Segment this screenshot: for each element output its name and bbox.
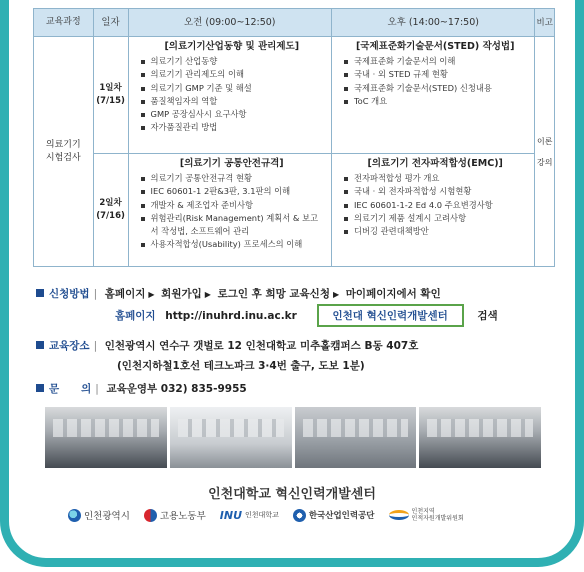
search-term-box: 인천대 혁신인력개발센터 (317, 304, 464, 327)
list-item: IEC 60601-1-2 Ed 4.0 주요변경사항 (342, 199, 528, 212)
venue-row: 교육장소 | 인천광역시 연수구 갯벌로 12 인천대학교 미추홀캠퍼스 B동 407호 (36, 338, 556, 353)
list-item: 의료기기 산업동향 (139, 55, 325, 68)
venue-address: 인천광역시 연수구 갯벌로 12 인천대학교 미추홀캠퍼스 B동 407호 (104, 340, 419, 352)
kicox-logo: 한국산업인력공단 (293, 509, 375, 522)
center-name: 인천대학교 혁신인력개발센터 (208, 487, 376, 502)
course-name-cell (34, 37, 94, 267)
list-item: 국제표준화 기술문서의 이해 (342, 55, 528, 68)
lab-photo (295, 407, 417, 468)
session-list (342, 55, 528, 108)
list-item: 의료기기 제품 설계시 고려사항 (342, 212, 528, 225)
lab-photo (45, 407, 167, 468)
schedule-table (33, 8, 555, 267)
step-signup: 회원가입 (161, 288, 202, 300)
search-label: 검색 (477, 310, 498, 322)
inu-logo: INU 인천대학교 (219, 508, 279, 522)
contact-text: 교육운영부 032) 835-9955 (106, 383, 247, 395)
list-item: 의료기기 GMP 기준 및 해설 (139, 82, 325, 95)
header-note: 비고 (535, 9, 555, 37)
venue-directions: (인천지하철1호선 테크노파크 3·4번 출구, 도보 1분) (117, 360, 365, 372)
square-bullet-icon (36, 384, 44, 392)
day-date: (7/15) (96, 96, 125, 106)
course-name-line2: 시험검사 (45, 152, 81, 163)
lab-photo (170, 407, 292, 468)
list-item: 개발자 & 제조업자 준비사항 (139, 199, 325, 212)
list-item: 위험관리(Risk Management) 계획서 & 보고서 작성법, 소프트웨어 관리 (139, 212, 325, 239)
day-date: (7/16) (96, 211, 125, 221)
list-item: IEC 60601-1 2판&3판, 3.1판의 이해 (139, 185, 325, 198)
apply-method-row: 신청방법 | 홈페이지 ▶ 회원가입 ▶ 로그인 후 희망 교육신청 ▶ 마이페이지에서 확인 (36, 286, 556, 301)
header-course: 교육과정 (34, 9, 94, 37)
day-label: 2일차 (99, 198, 122, 208)
list-item: 전자파적합성 평가 개요 (342, 172, 528, 185)
course-name-line1: 의료기기 (45, 139, 81, 150)
step-homepage: 홈페이지 (104, 288, 146, 300)
incheon-city-logo: 인천광역시 (68, 508, 130, 522)
list-item: GMP 공장심사시 요구사항 (139, 108, 325, 121)
session-title: [의료기기 공통안전규격] (179, 158, 284, 169)
lab-photo (419, 407, 541, 468)
list-item: 국내 · 외 STED 규제 현황 (342, 68, 528, 81)
list-item: 사용자적합성(Usability) 프로세스의 이해 (139, 238, 325, 251)
day-cell (93, 154, 128, 267)
table-row (34, 37, 555, 154)
session-list (139, 172, 325, 252)
partner-logos (68, 508, 528, 522)
square-bullet-icon (36, 341, 44, 349)
swoosh-icon (389, 510, 409, 520)
labor-ministry-logo: 고용노동부 (144, 508, 206, 522)
table-row (34, 154, 555, 267)
list-item: ToC 개요 (342, 95, 528, 108)
note-line2: 강의 (536, 157, 553, 167)
list-item: 자가품질관리 방법 (139, 121, 325, 134)
day-label: 1일차 (99, 83, 122, 93)
contact-row: 문 의 | 교육운영부 032) 835-9955 (36, 381, 556, 396)
venue-label: 교육장소 (49, 340, 90, 352)
session-list (139, 55, 325, 135)
header-day: 일자 (93, 9, 128, 37)
morning-session-cell (128, 154, 331, 267)
list-item: 국제표준화 기술문서(STED) 신청내용 (342, 82, 528, 95)
session-title: [국제표준화기술문서(STED) 작성법] (355, 41, 515, 52)
day-cell (93, 37, 128, 154)
homepage-row (115, 304, 498, 327)
council-logo: 인천지역 인적자원개발위원회 (389, 508, 464, 522)
list-item: 디버깅 관련대책방안 (342, 225, 528, 238)
list-item: 의료기기 공통안전규격 현황 (139, 172, 325, 185)
apply-method-label: 신청방법 (49, 288, 90, 300)
homepage-url-link[interactable]: http://inuhrd.inu.ac.kr (165, 310, 297, 322)
list-item: 국내 · 외 전자파적합성 시험현황 (342, 185, 528, 198)
list-item: 의료기기 관리제도의 이해 (139, 68, 325, 81)
square-bullet-icon (36, 289, 44, 297)
afternoon-session-cell (331, 37, 534, 154)
header-afternoon: 오후 (14:00~17:50) (331, 9, 534, 37)
session-title: [의료기기 전자파적합성(EMC)] (367, 158, 503, 169)
header-morning: 오전 (09:00~12:50) (128, 9, 331, 37)
step-mypage: 마이페이지에서 확인 (345, 288, 441, 300)
taegeuk-icon (144, 509, 157, 522)
homepage-label: 홈페이지 (115, 310, 156, 322)
note-cell (535, 37, 555, 267)
table-header-row (34, 9, 555, 37)
step-login-apply: 로그인 후 희망 교육신청 (217, 288, 330, 300)
contact-label: 문 의 (49, 383, 92, 395)
note-line1: 이론 (536, 136, 553, 146)
arrow-right-icon: ▶ (148, 290, 155, 299)
session-list (342, 172, 528, 238)
session-title: [의료기기산업동향 및 관리제도] (164, 41, 300, 52)
morning-session-cell (128, 37, 331, 154)
hrd-emblem-icon (293, 509, 306, 522)
circle-emblem-icon (68, 509, 81, 522)
afternoon-session-cell (331, 154, 534, 267)
lab-photo-strip (45, 407, 541, 468)
arrow-right-icon: ▶ (204, 290, 211, 299)
list-item: 품질책임자의 역할 (139, 95, 325, 108)
arrow-right-icon: ▶ (332, 290, 340, 299)
